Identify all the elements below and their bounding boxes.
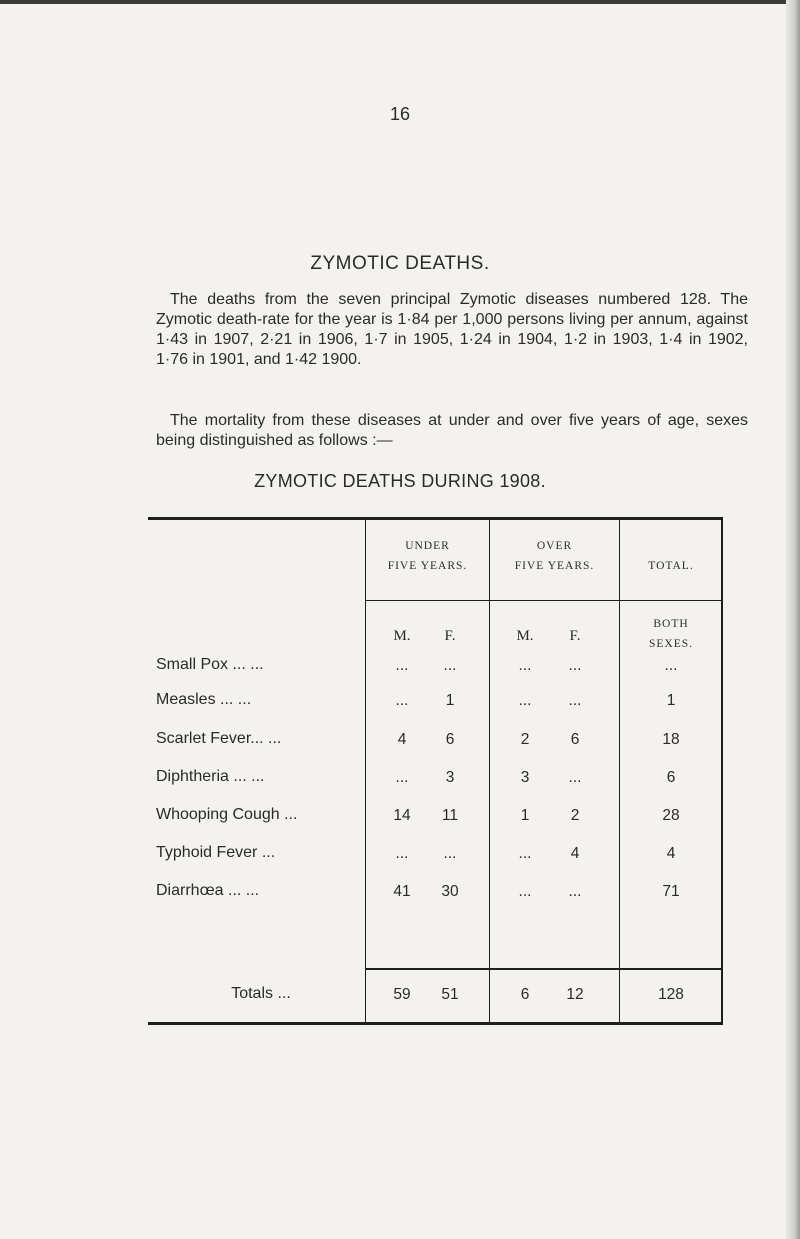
row-label: Small Pox ... ... — [156, 656, 264, 673]
cell-over-f: ... — [568, 657, 582, 674]
paragraph-death-rate — [156, 290, 748, 370]
row-label: Scarlet Fever... ... — [156, 730, 282, 747]
cell-over-m: ... — [518, 692, 532, 709]
cell-under-m: ... — [395, 692, 409, 709]
total-cell-under-m: 59 — [393, 986, 411, 1003]
cell-over-f: 2 — [570, 807, 580, 824]
cell-under-f: 6 — [445, 731, 455, 748]
cell-total: 1 — [666, 692, 676, 709]
header-over-five — [490, 536, 619, 576]
subheader-both-line2: SEXES. — [648, 638, 694, 650]
cell-over-f: ... — [568, 692, 582, 709]
cell-under-f: 1 — [445, 692, 455, 709]
totals-label: Totals ... — [231, 985, 291, 1002]
cell-under-f: 11 — [441, 807, 459, 824]
total-cell-over-f: 12 — [566, 986, 584, 1003]
cell-under-f: 30 — [441, 883, 459, 900]
cell-under-f: ... — [443, 657, 457, 674]
cell-total: 18 — [662, 731, 680, 748]
paragraph-death-rate-text: The deaths from the seven principal Zymotic diseases numbered 128. The Zymotic death-rate for the year is 1·84 per 1,000 persons living per annum, against 1·43 in 1907, 2·21 in 1906, 1·7 in 1905, 1·24 in 1904, 1·2 in 1903, 1·4 in 1902, 1·76 in 1901, and 1·42 1900. — [156, 291, 748, 368]
cell-total: 4 — [666, 845, 676, 862]
cell-over-m: ... — [518, 845, 532, 862]
paragraph-mortality — [156, 411, 748, 451]
cell-over-f: 4 — [570, 845, 580, 862]
row-label: Diphtheria ... ... — [156, 768, 265, 785]
header-over-five-line2: FIVE YEARS. — [514, 560, 595, 572]
subheader-both-line1: BOTH — [653, 618, 689, 630]
subheader-both-sexes — [620, 614, 722, 654]
totals-rule — [365, 968, 722, 970]
cell-over-f: 6 — [570, 731, 580, 748]
page-top-edge — [0, 0, 800, 4]
row-label: Typhoid Fever ... — [156, 844, 276, 861]
cell-under-f: 3 — [445, 769, 455, 786]
page-right-edge — [786, 0, 800, 1239]
table-right-border — [721, 517, 723, 1025]
cell-over-f: ... — [568, 883, 582, 900]
table-bottom-border — [148, 1022, 723, 1025]
header-over-five-line1: OVER — [536, 540, 573, 552]
column-divider-3 — [619, 520, 620, 1022]
cell-over-m: 1 — [520, 807, 530, 824]
total-cell-under-f: 51 — [441, 986, 459, 1003]
header-under-five — [366, 536, 489, 576]
subheader-under-m: M. — [393, 628, 411, 644]
section-title: ZYMOTIC DEATHS. — [310, 253, 490, 274]
cell-total: 71 — [662, 883, 680, 900]
subheader-over-f: F. — [569, 628, 581, 644]
subheader-under-f: F. — [444, 628, 456, 644]
cell-under-m: 14 — [393, 807, 411, 824]
table-top-border — [148, 517, 723, 520]
header-under-five-line2: FIVE YEARS. — [387, 560, 468, 572]
cell-under-f: ... — [443, 845, 457, 862]
subheader-over-m: M. — [516, 628, 534, 644]
row-label: Diarrhœa ... ... — [156, 882, 260, 899]
column-divider-2 — [489, 520, 490, 1022]
total-cell-total: 128 — [658, 986, 684, 1003]
header-under-five-line1: UNDER — [405, 540, 450, 552]
paragraph-mortality-text: The mortality from these diseases at under and over five years of age, sexes being distinguished as follows :— — [156, 412, 748, 449]
cell-under-m: ... — [395, 845, 409, 862]
cell-under-m: 4 — [397, 731, 407, 748]
cell-total: 28 — [662, 807, 680, 824]
cell-under-m: ... — [395, 769, 409, 786]
cell-over-f: ... — [568, 769, 582, 786]
column-divider-1 — [365, 520, 366, 1022]
header-total: TOTAL. — [648, 560, 694, 572]
page-number: 16 — [389, 104, 411, 124]
total-cell-over-m: 6 — [520, 986, 530, 1003]
cell-total: ... — [664, 657, 678, 674]
cell-over-m: ... — [518, 883, 532, 900]
row-label: Whooping Cough ... — [156, 806, 298, 823]
header-rule — [365, 600, 722, 601]
table-title: ZYMOTIC DEATHS DURING 1908. — [254, 471, 546, 491]
cell-over-m: 2 — [520, 731, 530, 748]
cell-under-m: ... — [395, 657, 409, 674]
cell-total: 6 — [666, 769, 676, 786]
cell-over-m: ... — [518, 657, 532, 674]
cell-over-m: 3 — [520, 769, 530, 786]
cell-under-m: 41 — [393, 883, 411, 900]
row-label: Measles ... ... — [156, 691, 252, 708]
